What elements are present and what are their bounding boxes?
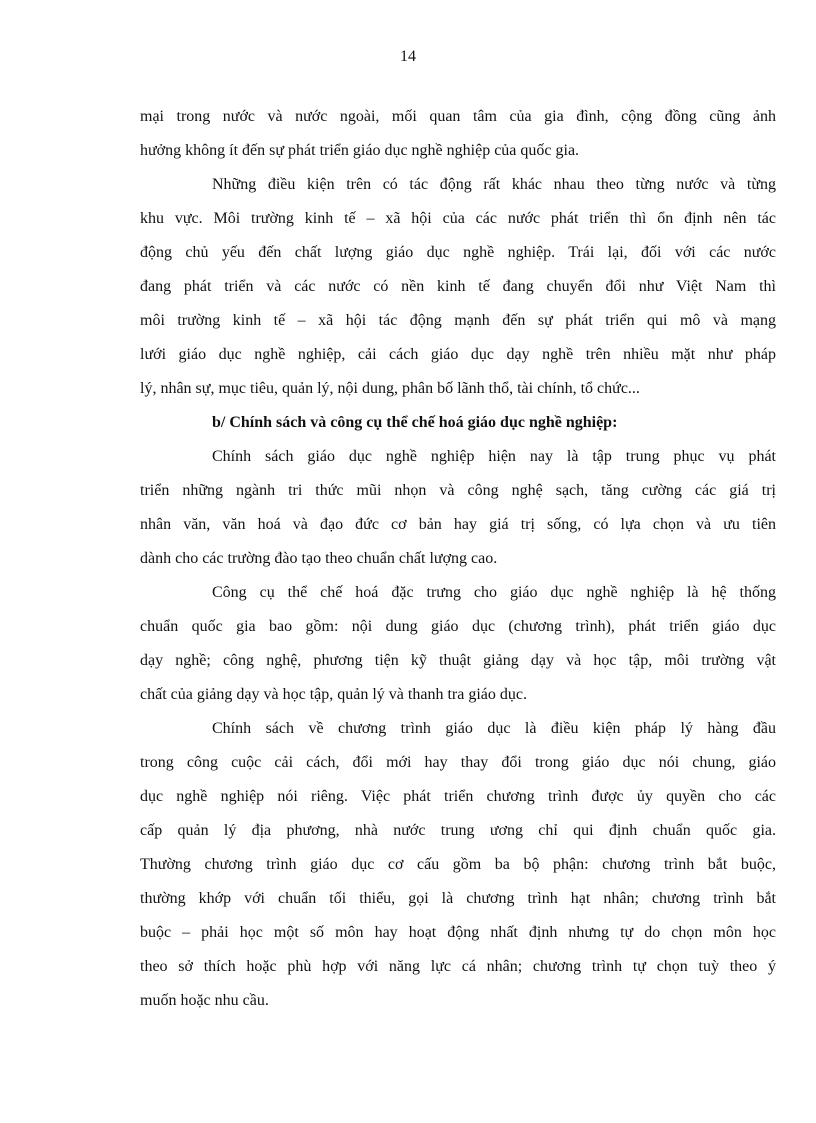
text-line: Công cụ thể chế hoá đặc trưng cho giáo dục nghề nghiệp là hệ thống xyxy=(212,584,776,601)
page-number: 14 xyxy=(400,48,416,65)
text-line: cấp quản lý địa phương, nhà nước trung ương chỉ qui định chuẩn quốc gia. xyxy=(140,822,776,839)
text-line: động chủ yếu đến chất lượng giáo dục nghề nghiệp. Trái lại, đối với các nước xyxy=(140,244,776,261)
text-line: Thường chương trình giáo dục cơ cấu gồm ba bộ phận: chương trình bắt buộc, xyxy=(140,856,776,873)
text-line: trong công cuộc cải cách, đổi mới hay thay đổi trong giáo dục nói chung, giáo xyxy=(140,754,776,771)
text-line: lưới giáo dục nghề nghiệp, cải cách giáo dục dạy nghề trên nhiều mặt như pháp xyxy=(140,346,776,363)
body-text xyxy=(140,100,776,1018)
text-line: chuẩn quốc gia bao gồm: nội dung giáo dục (chương trình), phát triển giáo dục xyxy=(140,618,776,635)
text-line: môi trường kinh tế – xã hội tác động mạnh đến sự phát triển qui mô và mạng xyxy=(140,312,776,329)
text-line: dạy nghề; công nghệ, phương tiện kỹ thuật giảng dạy và học tập, môi trường vật xyxy=(140,652,776,669)
text-line: Chính sách về chương trình giáo dục là điều kiện pháp lý hàng đầu xyxy=(212,720,776,737)
text-line: dành cho các trường đào tạo theo chuẩn chất lượng cao. xyxy=(140,550,498,567)
text-line: dục nghề nghiệp nói riêng. Việc phát triển chương trình được ủy quyền cho các xyxy=(140,788,776,805)
text-line: theo sở thích hoặc phù hợp với năng lực cá nhân; chương trình tự chọn tuỳ theo ý xyxy=(140,958,776,975)
text-line: nhân văn, văn hoá và đạo đức cơ bản hay giá trị sống, có lựa chọn và ưu tiên xyxy=(140,516,776,533)
text-line: thường khớp với chuẩn tối thiểu, gọi là chương trình hạt nhân; chương trình bắt xyxy=(140,890,776,907)
text-line: Những điều kiện trên có tác động rất khác nhau theo từng nước và từng xyxy=(212,176,776,193)
text-line: buộc – phải học một số môn hay hoạt động nhất định nhưng tự do chọn môn học xyxy=(140,924,776,941)
text-line: hưởng không ít đến sự phát triển giáo dục nghề nghiệp của quốc gia. xyxy=(140,142,580,159)
text-line: chất của giảng dạy và học tập, quản lý và thanh tra giáo dục. xyxy=(140,686,527,703)
text-line: mại trong nước và nước ngoài, mối quan tâm của gia đình, cộng đồng cũng ảnh xyxy=(140,108,776,125)
text-line: muốn hoặc nhu cầu. xyxy=(140,992,269,1009)
text-line: Chính sách giáo dục nghề nghiệp hiện nay là tập trung phục vụ phát xyxy=(212,448,776,465)
section-heading: b/ Chính sách và công cụ thể chế hoá giáo dục nghề nghiệp: xyxy=(212,414,618,431)
text-line: lý, nhân sự, mục tiêu, quản lý, nội dung, phân bố lãnh thổ, tài chính, tổ chức... xyxy=(140,380,640,397)
text-line: khu vực. Môi trường kinh tế – xã hội của các nước phát triển thì ổn định nên tác xyxy=(140,210,776,227)
text-line: đang phát triển và các nước có nền kinh tế đang chuyển đổi như Việt Nam thì xyxy=(140,278,776,295)
text-line: triển những ngành tri thức mũi nhọn và công nghệ sạch, tăng cường các giá trị xyxy=(140,482,776,499)
